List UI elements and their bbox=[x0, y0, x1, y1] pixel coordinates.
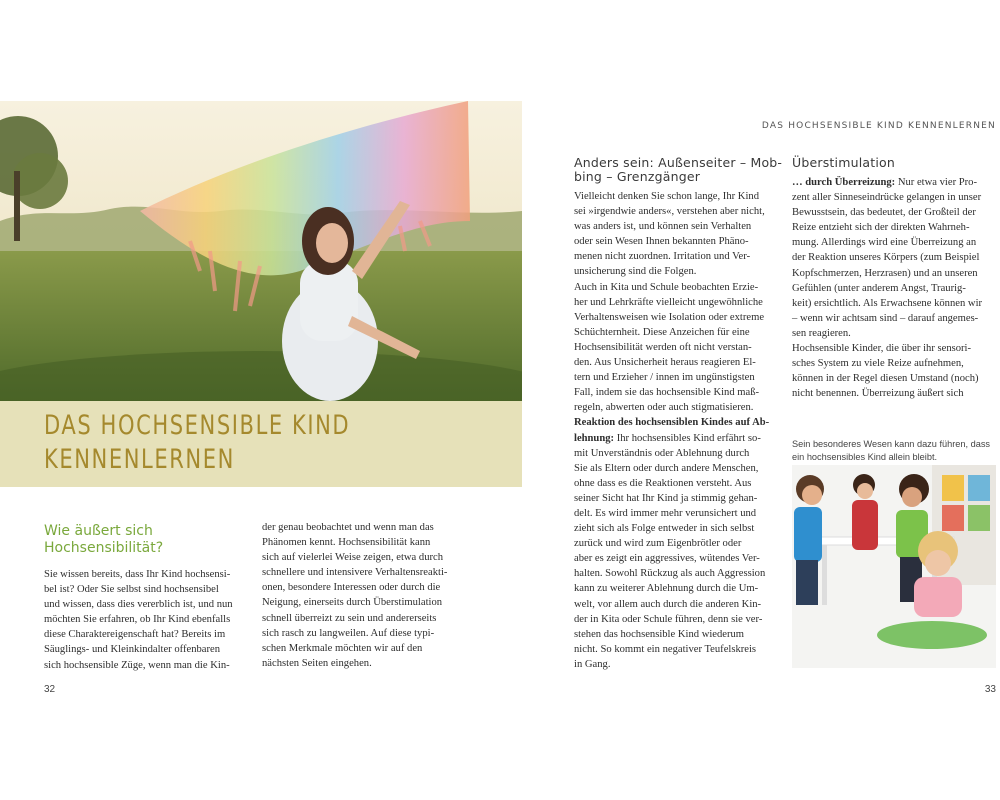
left-col1-line: und wissen, dass dies vererblich ist, und nun bbox=[44, 599, 233, 611]
right-col2-line: Reize entzieht sich der direkten Wahrneh- bbox=[792, 222, 970, 234]
page-number-left: 32 bbox=[44, 684, 56, 695]
bold-run-2: lehnung: bbox=[574, 432, 615, 444]
section-heading-line-2: Hochsensibilität? bbox=[44, 540, 164, 556]
col2-heading: Überstimulation bbox=[792, 155, 895, 170]
right-col1-line: zieht sich als Folge entweder in sich selbst bbox=[574, 523, 755, 535]
right-column-2 bbox=[792, 156, 1000, 401]
left-col1-line: bel ist? Oder Sie selbst sind hochsensibel bbox=[44, 584, 219, 596]
right-col2-line: Hochsensible Kinder, die über ihr sensori- bbox=[792, 343, 972, 355]
left-col1-line: sich hochsensible Züge, wenn man die Kin- bbox=[44, 659, 230, 671]
chapter-title bbox=[44, 409, 350, 477]
right-col1-line: Vielleicht denken Sie schon lange, Ihr Kind bbox=[574, 191, 759, 202]
right-col1-line: Auch in Kita und Schule beobachten Erzie- bbox=[574, 281, 759, 293]
right-col1-line: mit Unverständnis oder Ablehnung durch bbox=[574, 447, 750, 459]
right-col1-line: den. Aus Unsicherheit heraus reagieren El- bbox=[574, 357, 756, 369]
left-col2-line: schen Merkmale möchten wir auf den bbox=[262, 642, 423, 654]
caption-line-1: Sein besonderes Wesen kann dazu führen, dass bbox=[792, 439, 991, 449]
left-col2-line: sich rasch zu langweilen. Auf diese typi- bbox=[262, 627, 435, 639]
section-heading-line-1: Wie äußert sich bbox=[44, 523, 153, 539]
col2-after-bold: Nur etwa vier Pro- bbox=[895, 177, 977, 188]
left-col2-line: onen, besondere Interessen oder durch die bbox=[262, 582, 441, 594]
running-head: DAS HOCHSENSIBLE KIND KENNENLERNEN bbox=[761, 121, 996, 131]
left-col2-line: nächsten Seiten eingehen. bbox=[262, 657, 372, 669]
right-col1-line: zurück und wird zum Eigenbrötler oder bbox=[574, 538, 742, 550]
left-col2-line: Phänomen kennt. Hochsensibilität kann bbox=[262, 537, 431, 549]
right-column-1 bbox=[574, 156, 784, 672]
hero-photo-illustration bbox=[0, 101, 522, 401]
right-col2-line: der Reaktion unseres Körpers (zum Beispiel bbox=[792, 252, 980, 264]
right-col2-text bbox=[792, 175, 1000, 401]
left-col1-line: Säuglings- und Kleinkindalter offenbaren bbox=[44, 644, 221, 656]
right-col2-line: Bewusstsein, das bedeutet, der Großteil der bbox=[792, 207, 976, 219]
right-page bbox=[560, 0, 1000, 800]
right-col2-line: zent aller Sinneseindrücke gelangen in unser bbox=[792, 192, 982, 204]
right-col1-line: oder sein Wesen Ihnen bekannten Phäno- bbox=[574, 236, 749, 248]
col2-bold-run: … durch Überreizung: bbox=[792, 177, 896, 188]
right-col2-line: können in der Regel diesen Umstand (noch) bbox=[792, 373, 979, 385]
chapter-title-line-1: DAS HOCHSENSIBLE KIND bbox=[44, 410, 351, 441]
right-col1-line: stehen das hochsensible Kind wiederum bbox=[574, 628, 745, 640]
left-column-2 bbox=[262, 520, 482, 671]
left-col1-line: Sie wissen bereits, dass Ihr Kind hochsensi- bbox=[44, 569, 231, 580]
left-col2-line: schnell überreizt zu sein und andererseits bbox=[262, 612, 437, 624]
left-col1-line: möchten Sie erfahren, ob Ihr Kind ebenfalls bbox=[44, 614, 231, 626]
right-col2-line: keit) ersichtlich. Als Erwachsene können wir bbox=[792, 297, 983, 309]
right-col1-line: was anders ist, und können sein Verhalten bbox=[574, 221, 752, 233]
photo-children-playing bbox=[792, 465, 996, 668]
chapter-title-line-2: KENNENLERNEN bbox=[44, 444, 235, 475]
right-col1-line: nicht. So kommt ein negativer Teufelskreis bbox=[574, 643, 757, 655]
right-col1-line: tern und Erzieher / innen im ungünstigsten bbox=[574, 372, 755, 384]
right-col1-line: der in Kita oder Schule führen, denn sie ver- bbox=[574, 613, 763, 625]
right-col1-line: menen nicht zuordnen. Irritation und Ver- bbox=[574, 251, 751, 263]
photo-caption bbox=[792, 438, 1000, 463]
children-photo-illustration bbox=[792, 465, 996, 668]
right-col1-line: kann zu weiterer Ablehnung durch die Um- bbox=[574, 583, 759, 595]
right-col1-line: sei »irgendwie anders«, verstehen aber nicht, bbox=[574, 206, 765, 218]
right-col1-line: welt, vor allem auch durch die anderen Kin- bbox=[574, 598, 762, 610]
right-col1-line: ohne dass es die Reaktionen versteht. Aus bbox=[574, 477, 752, 489]
left-col2-line: Neigung, einerseits durch Überstimulation bbox=[262, 597, 443, 609]
right-col1-line: in Gang. bbox=[574, 658, 611, 670]
col1-heading bbox=[574, 156, 784, 184]
right-col1-line: aber es zeigt ein aggressives, wütendes Ver- bbox=[574, 553, 760, 565]
col1-heading-line-1: Anders sein: Außenseiter – Mob- bbox=[574, 155, 783, 170]
right-col1-line: halten. Sowohl Rückzug als auch Aggression bbox=[574, 568, 766, 580]
right-col2-line: mung. Allerdings wird eine Überreizung an bbox=[792, 237, 977, 249]
right-col2-line: – wenn wir achtsam sind – darauf angemes- bbox=[792, 312, 979, 324]
right-col1-line: regeln, abwerten oder auch stigmatisieren. bbox=[574, 402, 754, 414]
hero-photo-girl-with-kite bbox=[0, 101, 522, 401]
right-col1-line: her und Lehrkräfte vielleicht ungewöhnliche bbox=[574, 296, 763, 308]
right-col1-line: seiner Sicht hat Ihr Kind ja stimmig gehan- bbox=[574, 492, 758, 504]
right-col2-line: Gefühlen (unter anderem Angst, Traurig- bbox=[792, 282, 966, 294]
right-col1-line: Verhaltensweisen wie Isolation oder extreme bbox=[574, 311, 765, 323]
right-col1-line: Sie als Eltern oder durch andere Menschen, bbox=[574, 462, 759, 474]
left-col1-line: diese Charaktereigenschaft hat? Bereits im bbox=[44, 629, 226, 641]
right-col1-text bbox=[574, 189, 784, 672]
left-col2-line: der genau beobachtet und wenn man das bbox=[262, 522, 434, 533]
col2-first-line bbox=[792, 175, 1000, 190]
right-col2-line: sches System zu viele Reize aufnehmen, bbox=[792, 358, 964, 370]
page-number-right: 33 bbox=[984, 684, 996, 695]
right-col1-line: unsicherung sind die Folgen. bbox=[574, 266, 697, 278]
left-col1-text bbox=[44, 567, 254, 673]
left-column-1 bbox=[44, 523, 254, 673]
right-col2-line: sen reagieren. bbox=[792, 327, 851, 339]
right-col1-line: Fall, indem sie das hochsensible Kind maß- bbox=[574, 387, 760, 399]
chapter-title-band bbox=[0, 401, 522, 487]
col1-heading-line-2: bing – Grenzgänger bbox=[574, 169, 701, 184]
right-col2-line: nicht benennen. Überreizung äußert sich bbox=[792, 388, 964, 400]
section-heading bbox=[44, 523, 254, 557]
left-col2-text bbox=[262, 520, 482, 671]
bold-run-1: Reaktion des hochsensiblen Kindes auf Ab- bbox=[574, 417, 770, 429]
left-col2-line: sich auf vielerlei Weise zeigen, etwa durch bbox=[262, 552, 444, 564]
right-col2-line: Kopfschmerzen, Herzrasen) und an unseren bbox=[792, 267, 978, 279]
right-col1-line: Hochsensibilität werden oft nicht verstan- bbox=[574, 341, 752, 353]
bold-run-line-2 bbox=[574, 431, 784, 446]
bold-run-line bbox=[574, 415, 784, 430]
left-col2-line: schnellere und intensivere Verhaltensreakti- bbox=[262, 567, 448, 579]
right-col1-line: delt. Es wird immer mehr verunsichert und bbox=[574, 507, 757, 519]
right-col1-line: Schüchternheit. Diese Anzeichen für eine bbox=[574, 326, 750, 338]
caption-line-2: ein hochsensibles Kind allein bleibt. bbox=[792, 451, 938, 462]
after-bold-text: Ihr hochsensibles Kind erfährt so- bbox=[614, 432, 761, 444]
